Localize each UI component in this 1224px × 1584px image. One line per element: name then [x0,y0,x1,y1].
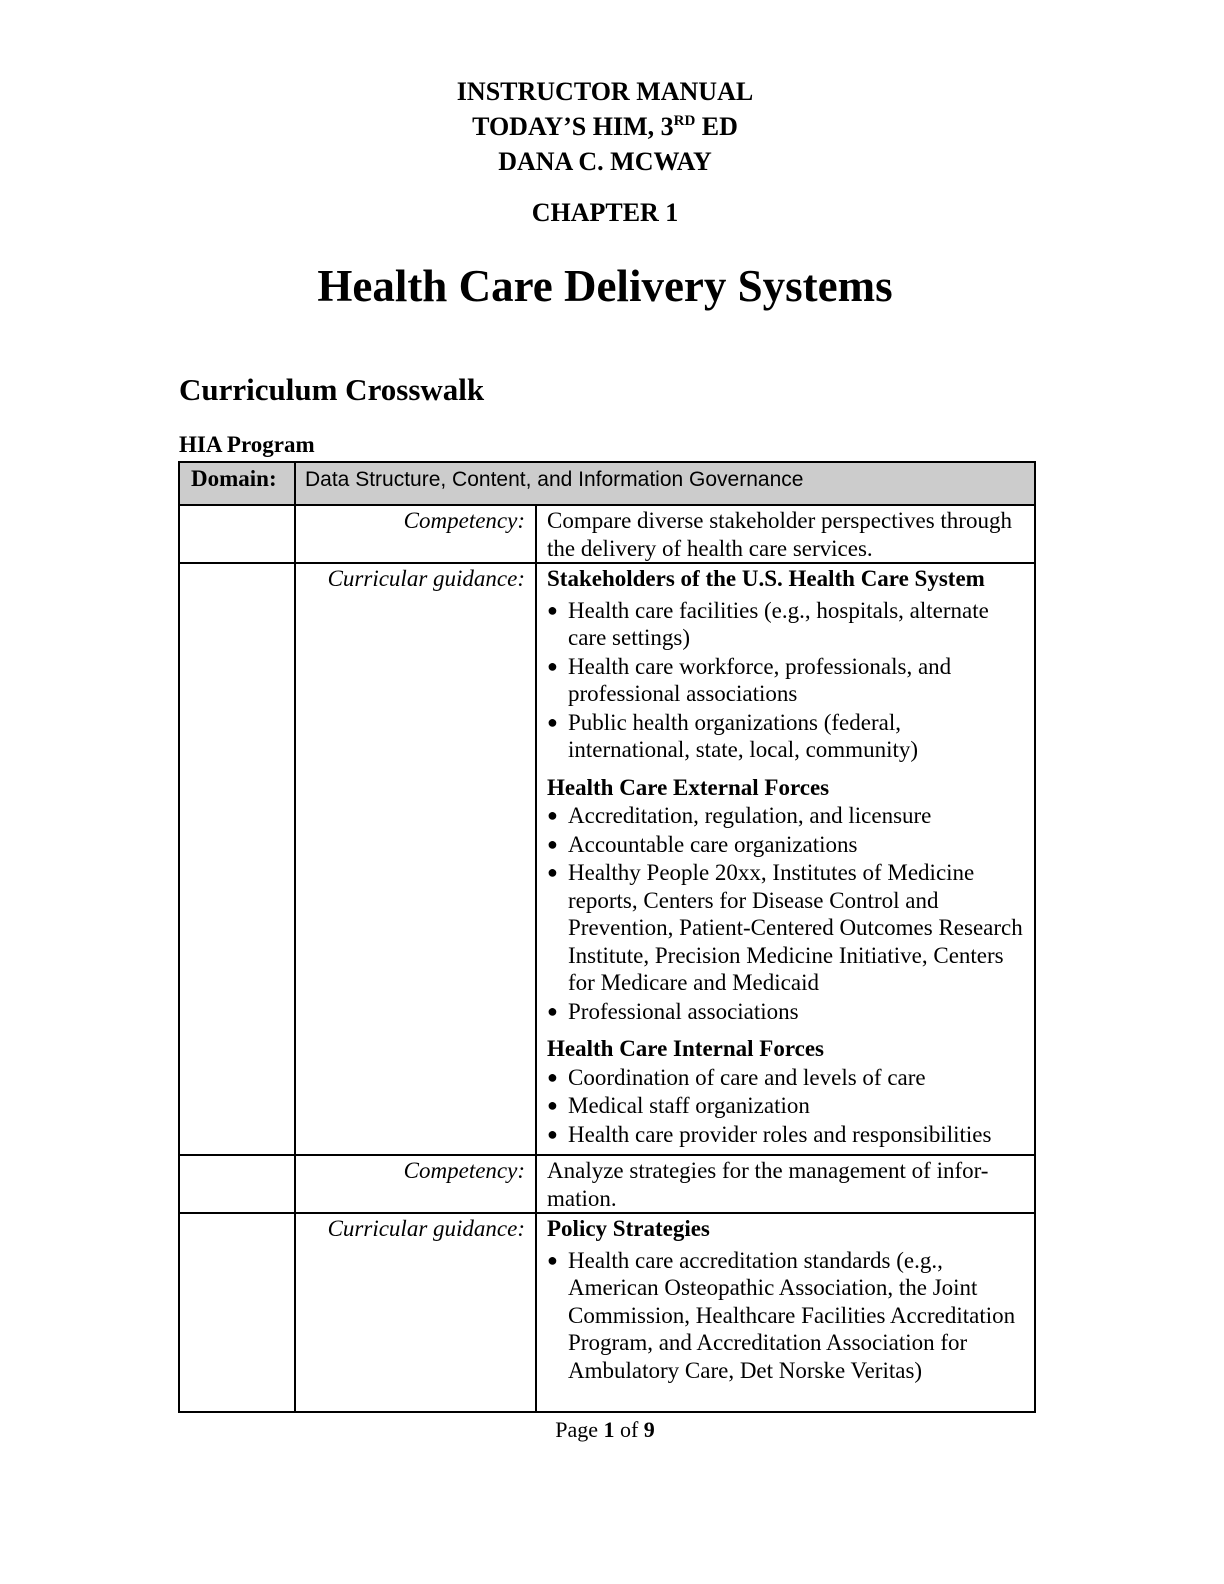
guidance-list [547,1064,1026,1149]
edition-superscript: RD [673,113,696,129]
guidance-heading: Health Care External Forces [547,774,830,800]
list-item-text: Public health organizations (federal, international, state, local, community) [568,709,919,762]
table-row [179,505,1035,563]
footer-middle: of [614,1417,644,1442]
bullet-icon: ● [547,1123,558,1144]
list-item [547,1247,1026,1385]
list-item [547,653,1026,708]
footer-prefix: Page [555,1417,604,1442]
bullet-icon: ● [547,1066,558,1087]
bullet-icon: ● [547,833,558,854]
list-item-text: Healthy People 20xx, Institutes of Medicine reports, Centers for Disease Control and Prevention, Patient-Centered Outcomes Research Institute, Precision Medicine Initiative, Centers for Medicare and Medicaid [568,860,1023,995]
domain-label: Domain: [179,462,295,505]
header-line-author: DANA C. MCWAY [498,147,712,176]
list-item-text: Accreditation, regulation, and licensure [568,803,932,828]
table-row [179,1155,1035,1213]
header-line-edition [0,109,1210,144]
section-title: Curriculum Crosswalk [179,372,485,407]
list-item-text: Medical staff organization [568,1093,810,1118]
empty-cell [179,505,295,563]
domain-row [179,462,1035,505]
guidance-heading: Health Care Internal Forces [547,1036,825,1061]
bullet-icon: ● [547,599,558,620]
guidance-heading: Policy Strategies [547,1216,710,1241]
page-footer [0,1416,1210,1444]
edition-prefix: TODAY’S HIM, 3 [472,112,674,141]
edition-suffix: ED [695,112,738,141]
list-item [547,597,1026,652]
list-item [547,1121,1026,1149]
empty-cell [179,1213,295,1412]
document-header [0,74,1210,179]
guidance-content [547,565,1026,1148]
competency-text: Analyze strategies for the management of infor-mation. [536,1155,1035,1213]
domain-value: Data Structure, Content, and Information Governance [295,462,1035,505]
guidance-label: Curricular guidance: [295,563,536,1155]
crosswalk-table [178,461,1036,1413]
bullet-icon: ● [547,1000,558,1021]
list-item-text: Coordination of care and levels of care [568,1064,926,1090]
page-title: Health Care Delivery Systems [317,261,893,311]
footer-page-total: 9 [643,1417,655,1442]
empty-cell [179,563,295,1155]
competency-label: Competency: [295,1155,536,1213]
list-item-text: Health care facilities (e.g., hospitals, alternate care settings) [568,597,989,650]
list-item [547,802,1026,830]
guidance-list [547,597,1026,764]
list-item [547,1092,1026,1120]
list-item-text: Health care accreditation standards (e.g., American Osteopathic Association, the Joint Commission, Healthcare Facilities Accreditation Program, and Accreditation Association for Ambulatory Care, Det Norske Veritas) [568,1247,1016,1383]
bullet-icon: ● [547,655,558,676]
guidance-list [547,1247,1026,1385]
guidance-list [547,802,1026,1025]
bullet-icon: ● [547,711,558,732]
empty-cell [179,1155,295,1213]
guidance-cell [536,1213,1035,1412]
list-item-text: Accountable care organizations [568,831,858,857]
bullet-icon: ● [547,1095,558,1115]
list-item [547,1064,1026,1092]
bullet-icon: ● [547,805,558,825]
list-item [547,831,1026,859]
footer-page-number: 1 [603,1417,615,1442]
guidance-heading: Stakeholders of the U.S. Health Care System [547,566,985,591]
table-row [179,1213,1035,1412]
bullet-icon: ● [547,862,558,882]
competency-text: Compare diverse stakeholder perspectives through the delivery of health care services. [536,505,1035,563]
list-item-text: Professional associations [568,998,799,1024]
list-item-text: Health care workforce, professionals, and professional associations [568,653,952,706]
header-line-manual: INSTRUCTOR MANUAL [456,77,754,106]
chapter-label: CHAPTER 1 [531,198,679,227]
bullet-icon: ● [547,1249,558,1270]
program-label: HIA Program [179,432,315,457]
list-item [547,709,1026,764]
table-row [179,563,1035,1155]
list-item [547,998,1026,1026]
competency-label: Competency: [295,505,536,563]
guidance-cell [536,563,1035,1155]
guidance-label: Curricular guidance: [295,1213,536,1412]
guidance-content [547,1215,1026,1384]
list-item [547,859,1026,997]
list-item-text: Health care provider roles and responsibilities [568,1121,992,1147]
